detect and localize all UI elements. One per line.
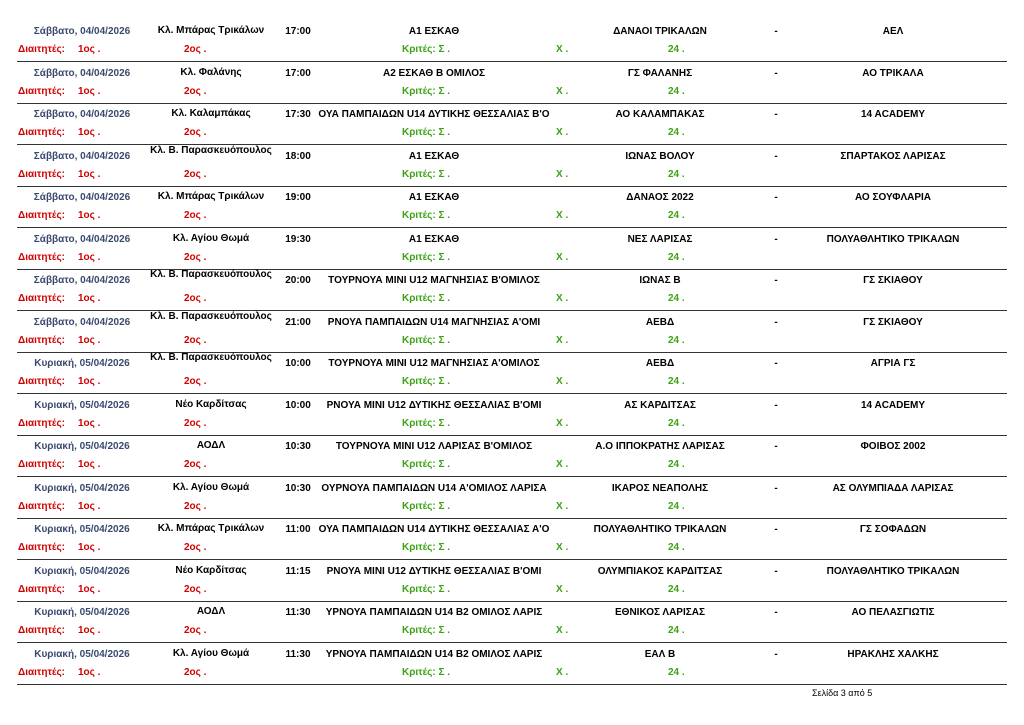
referee-1: 1ος . [78,251,101,263]
judges-label: Κριτές: Σ . [402,583,451,595]
match-competition: ΡΝΟΥΑ ΠΑΜΠΑΙΔΩΝ U14 ΜΑΓΝΗΣΙΑΣ Α'ΟΜΙ [327,316,541,328]
away-team: ΑΕΛ [882,26,904,37]
match-venue: ΑΟΔΛ [196,440,226,451]
versus-dash: - [774,607,778,618]
referee-2: 2ος . [184,459,207,470]
match-venue: Κλ. Β. Παρασκευόπουλος [150,310,272,322]
referees-label: Διαιτητές: [18,583,65,595]
referee-1: 1ος . [78,417,101,429]
row-divider [17,601,1007,602]
row-divider [17,61,1007,62]
match-time: 20:00 [285,275,311,286]
match-row [0,645,1024,687]
match-venue: Κλ. Β. Παρασκευόπουλος [150,269,272,280]
away-team: ΠΟΛΥΑΘΛΗΤΙΚΟ ΤΡΙΚΑΛΩΝ [826,565,960,577]
away-team: ΑΟ ΤΡΙΚΑΛΑ [862,67,924,79]
schedule-table [0,22,1024,686]
judges-24: 24 . [668,666,685,678]
judges-x: Χ . [556,666,569,678]
judges-24: 24 . [668,500,685,512]
referees-label: Διαιτητές: [18,542,65,553]
referee-1: 1ος . [78,542,101,553]
judges-24: 24 . [668,168,685,180]
match-competition: Α1 ΕΣΚΑΘ [408,26,460,37]
match-competition: ΟΥΡΝΟΥΑ ΠΑΜΠΑΙΔΩΝ U14 Α'ΟΜΙΛΟΣ ΛΑΡΙΣΑ [321,482,547,494]
match-venue: Κλ. Αγίου Θωμά [172,481,250,493]
row-divider [17,393,1007,394]
match-venue: Κλ. Φαλάνης [180,66,242,78]
judges-label: Κριτές: Σ . [402,334,451,346]
match-venue: Κλ. Αγίου Θωμά [172,232,250,244]
judges-x: Χ . [556,459,569,470]
referee-2: 2ος . [184,583,207,595]
match-date: Κυριακή, 05/04/2026 [34,399,130,411]
judges-24: 24 . [668,334,685,346]
match-date: Σάββατο, 04/04/2026 [33,275,131,286]
versus-dash: - [774,524,778,535]
match-time: 10:00 [285,358,311,369]
referees-label: Διαιτητές: [18,85,65,97]
referee-2: 2ος . [184,293,207,304]
match-competition: ΡΝΟΥΑ ΜΙΝΙ U12 ΔΥΤΙΚΗΣ ΘΕΣΣΑΛΙΑΣ Β'ΟΜΙ [326,565,542,577]
versus-dash: - [774,399,778,411]
match-competition: ΡΝΟΥΑ ΜΙΝΙ U12 ΔΥΤΙΚΗΣ ΘΕΣΣΑΛΙΑΣ Β'ΟΜΙ [326,399,542,411]
match-competition: ΤΟΥΡΝΟΥΑ ΜΙΝΙ U12 ΛΑΡΙΣΑΣ Β'ΟΜΙΛΟΣ [335,441,533,452]
referee-1: 1ος . [78,376,101,387]
row-divider [17,518,1007,519]
judges-label: Κριτές: Σ . [402,417,451,429]
away-team: ΓΣ ΣΟΦΑΔΩΝ [859,524,927,535]
referee-1: 1ος . [78,666,101,678]
match-row [0,271,1024,313]
row-divider [17,227,1007,228]
judges-label: Κριτές: Σ . [402,625,451,636]
home-team: ΑΕΒΔ [645,358,675,369]
match-competition: ΟΥΑ ΠΑΜΠΑΙΔΩΝ U14 ΔΥΤΙΚΗΣ ΘΕΣΣΑΛΙΑΣ Β'Ο [318,109,550,120]
versus-dash: - [774,441,778,452]
match-date: Κυριακή, 05/04/2026 [34,607,130,618]
judges-x: Χ . [556,417,569,429]
referee-1: 1ος . [78,334,101,346]
match-date: Σάββατο, 04/04/2026 [33,150,131,162]
match-date: Κυριακή, 05/04/2026 [34,441,130,452]
match-time: 17:00 [285,67,311,79]
match-date: Σάββατο, 04/04/2026 [33,109,131,120]
judges-x: Χ . [556,251,569,263]
match-time: 11:30 [285,648,311,660]
home-team: Α.Ο ΙΠΠΟΚΡΑΤΗΣ ΛΑΡΙΣΑΣ [595,441,725,452]
match-row [0,520,1024,562]
referee-2: 2ος . [184,251,207,263]
judges-label: Κριτές: Σ . [402,500,451,512]
home-team: ΟΛΥΜΠΙΑΚΟΣ ΚΑΡΔΙΤΣΑΣ [597,565,723,577]
match-row [0,562,1024,604]
referee-2: 2ος . [184,376,207,387]
match-venue: Κλ. Μπάρας Τρικάλων [157,523,265,534]
judges-x: Χ . [556,334,569,346]
versus-dash: - [774,109,778,120]
referee-1: 1ος . [78,44,101,55]
referee-2: 2ος . [184,500,207,512]
match-row [0,437,1024,479]
judges-x: Χ . [556,583,569,595]
home-team: ΝΕΣ ΛΑΡΙΣΑΣ [627,233,693,245]
match-date: Κυριακή, 05/04/2026 [34,648,130,660]
versus-dash: - [774,565,778,577]
match-venue: Κλ. Μπάρας Τρικάλων [157,191,265,202]
versus-dash: - [774,358,778,369]
judges-x: Χ . [556,542,569,553]
referees-label: Διαιτητές: [18,376,65,387]
match-competition: ΥΡΝΟΥΑ ΠΑΜΠΑΙΔΩΝ U14 Β2 ΟΜΙΛΟΣ ΛΑΡΙΣ [325,607,543,618]
referees-label: Διαιτητές: [18,459,65,470]
match-time: 11:00 [285,524,311,535]
away-team: ΑΓΡΙΑ ΓΣ [870,358,916,369]
judges-x: Χ . [556,210,569,221]
match-row [0,64,1024,106]
judges-label: Κριτές: Σ . [402,44,451,55]
match-time: 10:30 [285,441,311,452]
away-team: ΓΣ ΣΚΙΑΘΟΥ [863,316,923,328]
judges-label: Κριτές: Σ . [402,666,451,678]
referee-1: 1ος . [78,168,101,180]
match-time: 11:15 [285,565,311,577]
judges-24: 24 . [668,210,685,221]
match-time: 11:30 [285,607,311,618]
home-team: ΑΣ ΚΑΡΔΙΤΣΑΣ [624,399,696,411]
away-team: ΦΟΙΒΟΣ 2002 [860,441,926,452]
match-row [0,230,1024,272]
row-divider [17,684,1007,685]
referee-1: 1ος . [78,500,101,512]
row-divider [17,435,1007,436]
referees-label: Διαιτητές: [18,44,65,55]
match-row [0,22,1024,64]
referee-1: 1ος . [78,293,101,304]
match-row [0,105,1024,147]
versus-dash: - [774,150,778,162]
home-team: ΔΑΝΑΟΣ 2022 [626,192,694,203]
judges-24: 24 . [668,127,685,138]
referee-1: 1ος . [78,127,101,138]
referees-label: Διαιτητές: [18,127,65,138]
row-divider [17,103,1007,104]
away-team: ΑΟ ΠΕΛΑΣΓΙΩΤΙΣ [851,607,935,618]
match-competition: ΤΟΥΡΝΟΥΑ ΜΙΝΙ U12 ΜΑΓΝΗΣΙΑΣ Β'ΟΜΙΛΟΣ [328,275,540,286]
row-divider [17,186,1007,187]
referee-2: 2ος . [184,334,207,346]
judges-x: Χ . [556,500,569,512]
match-row [0,144,1024,189]
judges-24: 24 . [668,417,685,429]
judges-x: Χ . [556,168,569,180]
referee-1: 1ος . [78,625,101,636]
judges-label: Κριτές: Σ . [402,376,451,387]
referee-2: 2ος . [184,168,207,180]
judges-label: Κριτές: Σ . [402,127,451,138]
referee-2: 2ος . [184,625,207,636]
match-competition: Α2 ΕΣΚΑΘ Β ΟΜΙΛΟΣ [382,67,486,79]
judges-x: Χ . [556,85,569,97]
referees-label: Διαιτητές: [18,666,65,678]
versus-dash: - [774,26,778,37]
judges-label: Κριτές: Σ . [402,459,451,470]
match-venue: Κλ. Β. Παρασκευόπουλος [150,144,272,156]
referee-2: 2ος . [184,417,207,429]
versus-dash: - [774,275,778,286]
versus-dash: - [774,648,778,660]
versus-dash: - [774,233,778,245]
match-competition: ΥΡΝΟΥΑ ΠΑΜΠΑΙΔΩΝ U14 Β2 ΟΜΙΛΟΣ ΛΑΡΙΣ [325,648,543,660]
judges-24: 24 . [668,44,685,55]
away-team: ΣΠΑΡΤΑΚΟΣ ΛΑΡΙΣΑΣ [840,150,946,162]
referee-2: 2ος . [184,127,207,138]
judges-x: Χ . [556,376,569,387]
match-date: Κυριακή, 05/04/2026 [34,565,130,577]
versus-dash: - [774,316,778,328]
home-team: ΑΟ ΚΑΛΑΜΠΑΚΑΣ [615,109,705,120]
judges-24: 24 . [668,376,685,387]
match-venue: Κλ. Καλαμπάκας [171,108,251,119]
match-date: Κυριακή, 05/04/2026 [34,524,130,535]
match-row [0,396,1024,438]
home-team: ΕΘΝΙΚΟΣ ΛΑΡΙΣΑΣ [615,607,705,618]
match-date: Κυριακή, 05/04/2026 [34,482,130,494]
judges-24: 24 . [668,583,685,595]
match-competition: ΟΥΑ ΠΑΜΠΑΙΔΩΝ U14 ΔΥΤΙΚΗΣ ΘΕΣΣΑΛΙΑΣ Α'Ο [318,524,550,535]
judges-x: Χ . [556,44,569,55]
match-row [0,479,1024,521]
match-venue: ΑΟΔΛ [196,606,226,617]
match-date: Σάββατο, 04/04/2026 [33,192,131,203]
match-time: 19:00 [285,192,311,203]
match-time: 10:30 [285,482,311,494]
match-competition: Α1 ΕΣΚΑΘ [408,192,460,203]
match-date: Σάββατο, 04/04/2026 [33,67,131,79]
judges-x: Χ . [556,127,569,138]
judges-label: Κριτές: Σ . [402,293,451,304]
match-competition: ΤΟΥΡΝΟΥΑ ΜΙΝΙ U12 ΜΑΓΝΗΣΙΑΣ Α'ΟΜΙΛΟΣ [328,358,540,369]
judges-label: Κριτές: Σ . [402,542,451,553]
versus-dash: - [774,67,778,79]
away-team: ΓΣ ΣΚΙΑΘΟΥ [863,275,923,286]
match-row [0,603,1024,645]
page-number: Σελίδα 3 από 5 [812,688,873,698]
match-time: 19:30 [285,233,311,245]
match-competition: Α1 ΕΣΚΑΘ [408,150,460,162]
judges-24: 24 . [668,85,685,97]
match-date: Κυριακή, 05/04/2026 [34,358,130,369]
home-team: ΓΣ ΦΑΛΑΝΗΣ [627,67,693,79]
away-team: 14 ACADEMY [860,109,926,120]
match-row [0,354,1024,396]
judges-x: Χ . [556,625,569,636]
home-team: ΙΩΝΑΣ ΒΟΛΟΥ [625,150,695,162]
referees-label: Διαιτητές: [18,334,65,346]
match-venue: Νέο Καρδίτσας [175,398,247,410]
referee-2: 2ος . [184,666,207,678]
row-divider [17,642,1007,643]
referees-label: Διαιτητές: [18,417,65,429]
referee-1: 1ος . [78,210,101,221]
referee-1: 1ος . [78,583,101,595]
home-team: ΕΑΛ Β [644,648,676,660]
judges-24: 24 . [668,459,685,470]
judges-24: 24 . [668,251,685,263]
match-time: 17:00 [285,26,311,37]
referees-label: Διαιτητές: [18,251,65,263]
match-competition: Α1 ΕΣΚΑΘ [408,233,460,245]
versus-dash: - [774,482,778,494]
referee-2: 2ος . [184,210,207,221]
away-team: ΑΣ ΟΛΥΜΠΙΑΔΑ ΛΑΡΙΣΑΣ [832,482,954,494]
away-team: 14 ACADEMY [860,399,926,411]
referees-label: Διαιτητές: [18,210,65,221]
match-venue: Κλ. Μπάρας Τρικάλων [157,25,265,36]
match-time: 18:00 [285,150,311,162]
judges-24: 24 . [668,542,685,553]
row-divider [17,476,1007,477]
referee-1: 1ος . [78,85,101,97]
referee-2: 2ος . [184,542,207,553]
match-venue: Κλ. Αγίου Θωμά [172,647,250,659]
match-venue: Κλ. Β. Παρασκευόπουλος [150,352,272,363]
match-time: 10:00 [285,399,311,411]
home-team: ΙΚΑΡΟΣ ΝΕΑΠΟΛΗΣ [611,482,709,494]
judges-label: Κριτές: Σ . [402,85,451,97]
home-team: ΑΕΒΔ [645,316,675,328]
referees-label: Διαιτητές: [18,625,65,636]
home-team: ΔΑΝΑΟΙ ΤΡΙΚΑΛΩΝ [613,26,707,37]
match-venue: Νέο Καρδίτσας [175,564,247,576]
referee-1: 1ος . [78,459,101,470]
judges-x: Χ . [556,293,569,304]
match-time: 21:00 [285,316,311,328]
match-date: Σάββατο, 04/04/2026 [33,26,131,37]
judges-label: Κριτές: Σ . [402,168,451,180]
referees-label: Διαιτητές: [18,293,65,304]
match-date: Σάββατο, 04/04/2026 [33,233,131,245]
versus-dash: - [774,192,778,203]
referee-2: 2ος . [184,85,207,97]
judges-24: 24 . [668,625,685,636]
match-date: Σάββατο, 04/04/2026 [33,316,131,328]
row-divider [17,559,1007,560]
match-time: 17:30 [285,109,311,120]
judges-24: 24 . [668,293,685,304]
home-team: ΙΩΝΑΣ Β [639,275,681,286]
match-row [0,310,1024,355]
referees-label: Διαιτητές: [18,168,65,180]
away-team: ΑΟ ΣΟΥΦΛΑΡΙΑ [854,192,932,203]
away-team: ΗΡΑΚΛΗΣ ΧΑΛΚΗΣ [847,648,939,660]
match-row [0,188,1024,230]
away-team: ΠΟΛΥΑΘΛΗΤΙΚΟ ΤΡΙΚΑΛΩΝ [826,233,960,245]
home-team: ΠΟΛΥΑΘΛΗΤΙΚΟ ΤΡΙΚΑΛΩΝ [593,524,727,535]
referee-2: 2ος . [184,44,207,55]
referees-label: Διαιτητές: [18,500,65,512]
judges-label: Κριτές: Σ . [402,251,451,263]
judges-label: Κριτές: Σ . [402,210,451,221]
